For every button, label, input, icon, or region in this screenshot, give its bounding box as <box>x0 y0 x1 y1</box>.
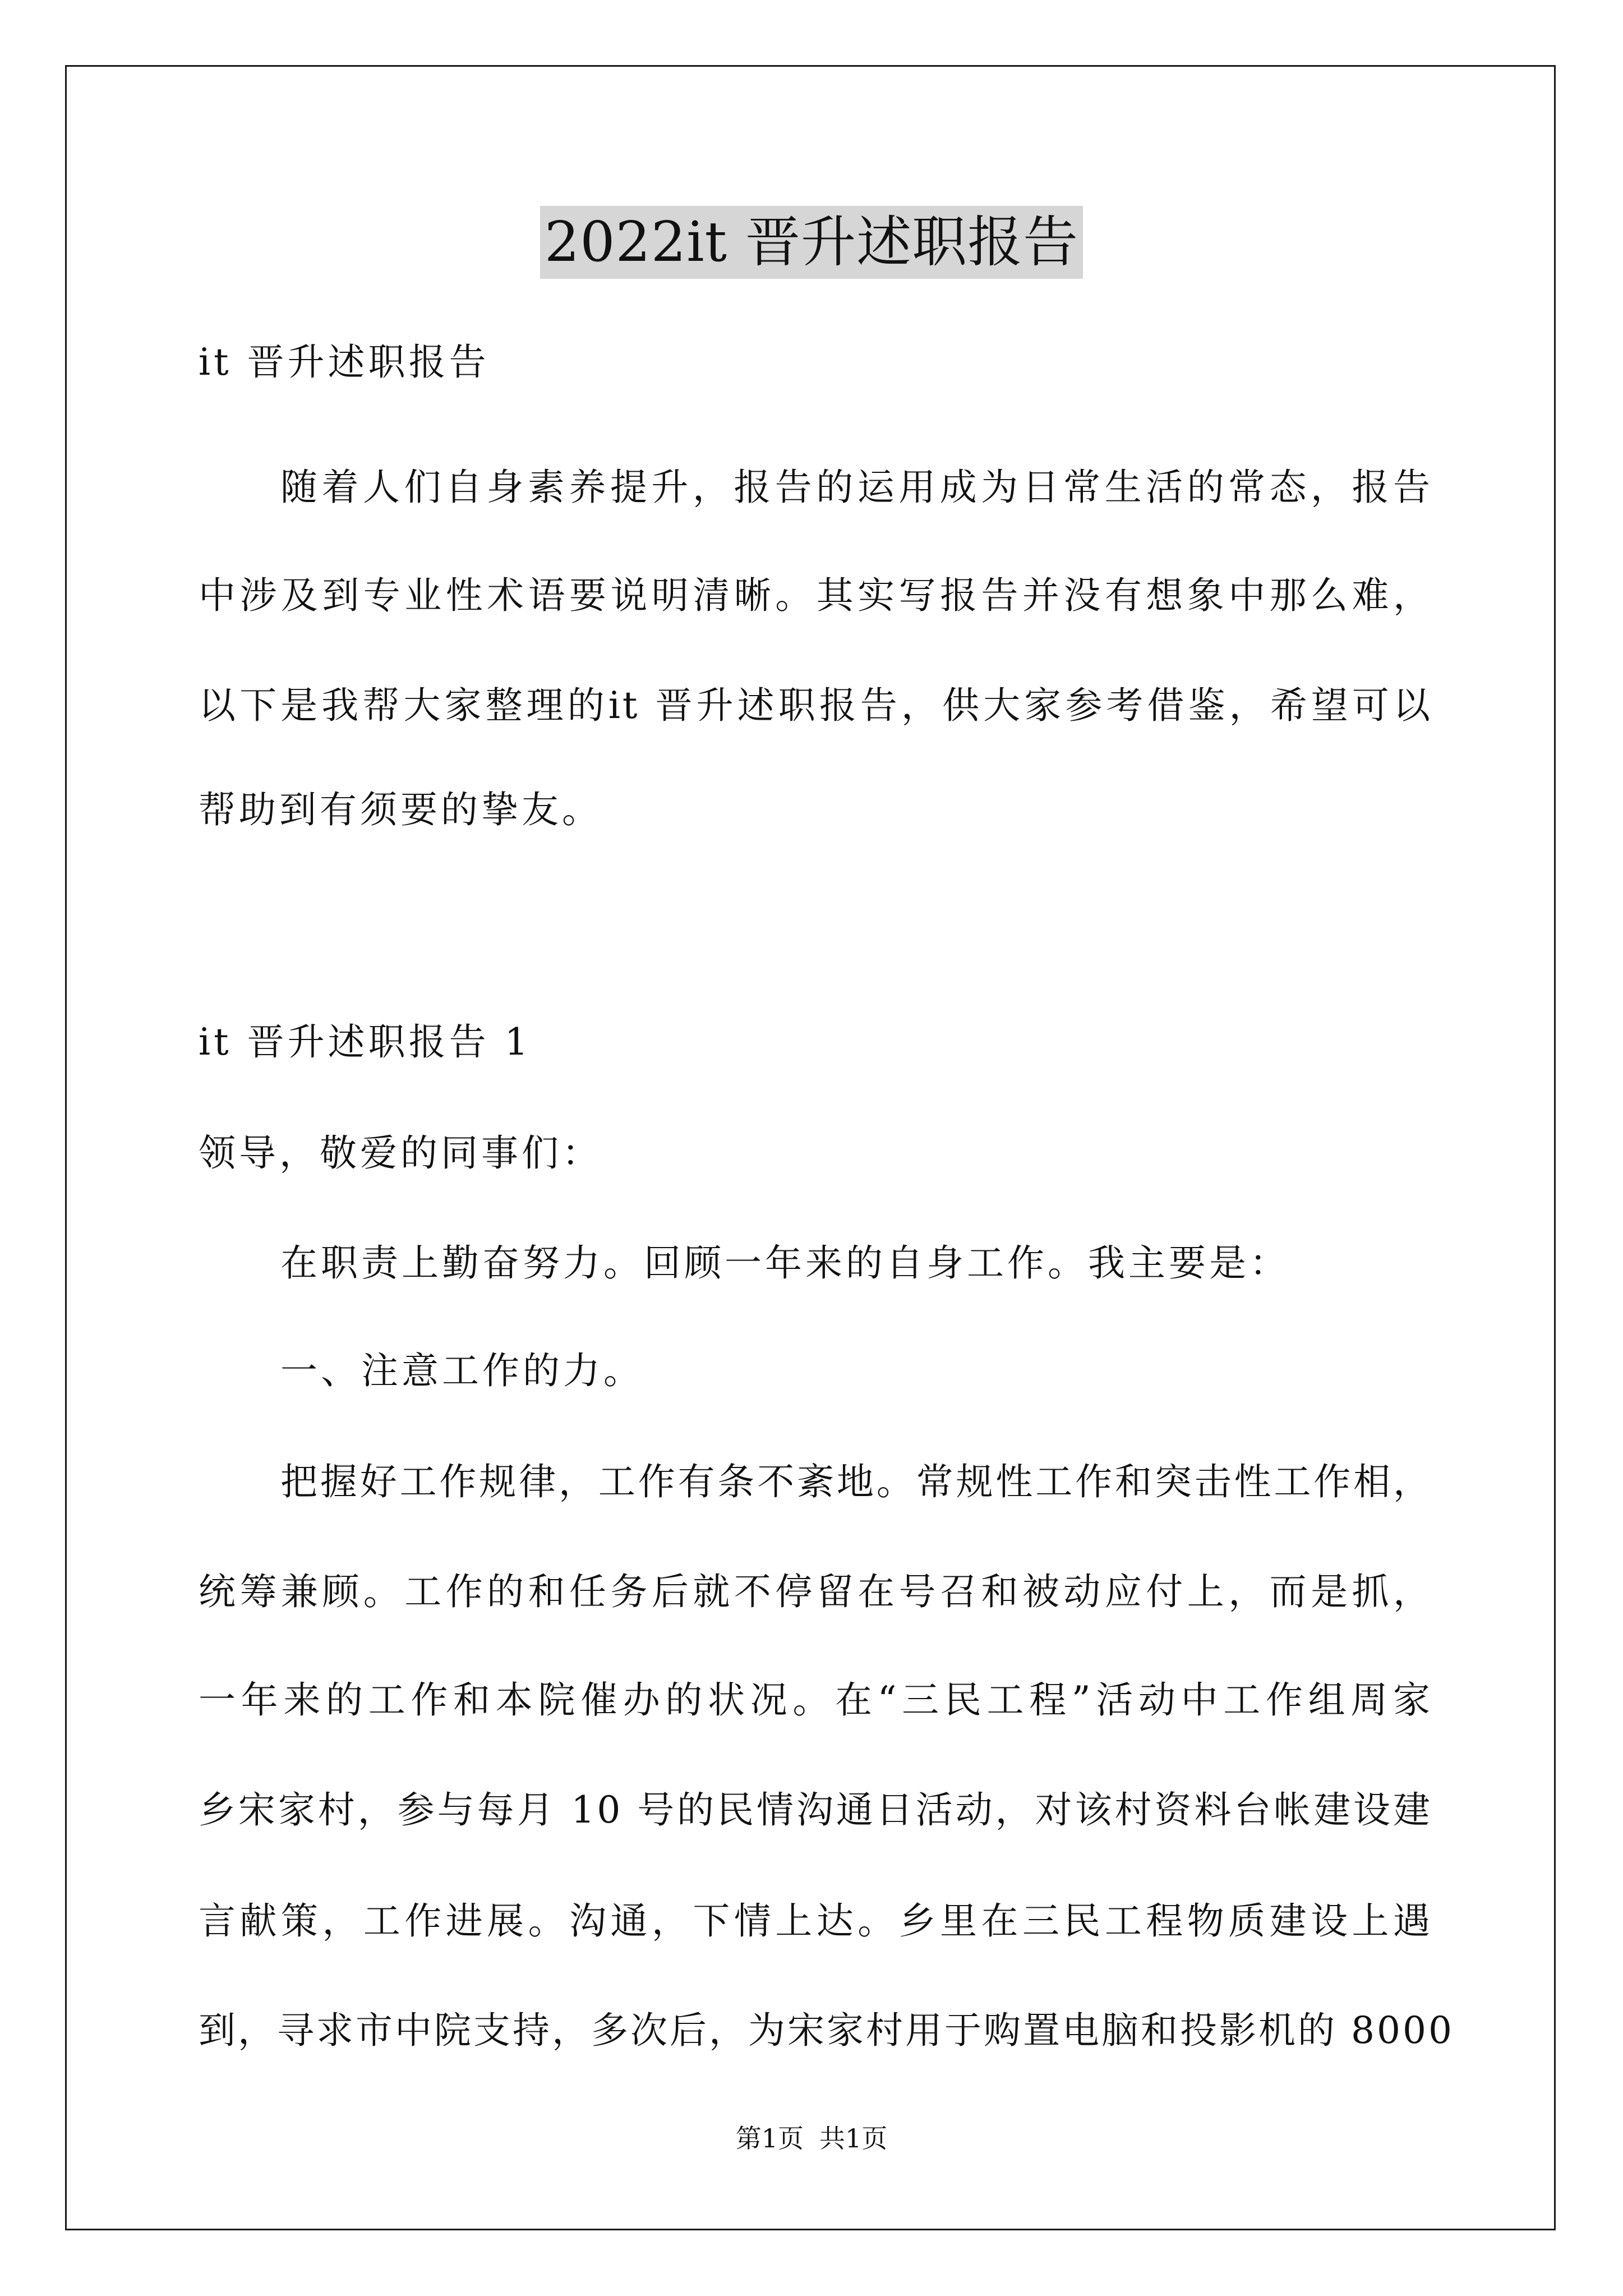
intro-line-2: 中涉及到专业性术语要说明清晰。其实写报告并没有想象中那么难， <box>199 574 1432 617</box>
document-title <box>0 206 1623 279</box>
intro-line-1: 随着人们自身素养提升，报告的运用成为日常生活的常态，报告 <box>280 466 1432 509</box>
section-heading: it 晋升述职报告 1 <box>199 1020 532 1064</box>
intro-line-3: 以下是我帮大家整理的it 晋升述职报告，供大家参考借鉴，希望可以 <box>199 684 1432 727</box>
salutation-line: 领导，敬爱的同事们： <box>199 1131 602 1175</box>
body-line-4: 统筹兼顾。工作的和任务后就不停留在号召和被动应付上，而是抓， <box>199 1570 1432 1613</box>
page-number: 第1页 <box>735 2123 804 2154</box>
intro-line-4: 帮助到有须要的挚友。 <box>199 788 602 831</box>
body-line-2: 一、注意工作的力。 <box>280 1349 644 1392</box>
document-title-text: 2022it 晋升述职报告 <box>540 206 1083 279</box>
total-pages: 共1页 <box>819 2123 888 2154</box>
page-footer <box>0 2122 1623 2155</box>
body-line-5: 一年来的工作和本院催办的状况。在“三民工程”活动中工作组周家 <box>199 1678 1432 1722</box>
body-line-8: 到，寻求市中院支持，多次后，为宋家村用于购置电脑和投影机的 8000 <box>199 2009 1454 2052</box>
body-line-1: 在职责上勤奋努力。回顾一年来的自身工作。我主要是： <box>280 1241 1290 1285</box>
body-line-6: 乡宋家村，参与每月 10 号的民情沟通日活动，对该村资料台帐建设建 <box>199 1788 1432 1832</box>
body-line-3: 把握好工作规律，工作有条不紊地。常规性工作和突击性工作相， <box>280 1460 1432 1503</box>
subtitle-line: it 晋升述职报告 <box>199 341 490 384</box>
body-line-7: 言献策，工作进展。沟通，下情上达。乡里在三民工程物质建设上遇 <box>199 1899 1432 1943</box>
